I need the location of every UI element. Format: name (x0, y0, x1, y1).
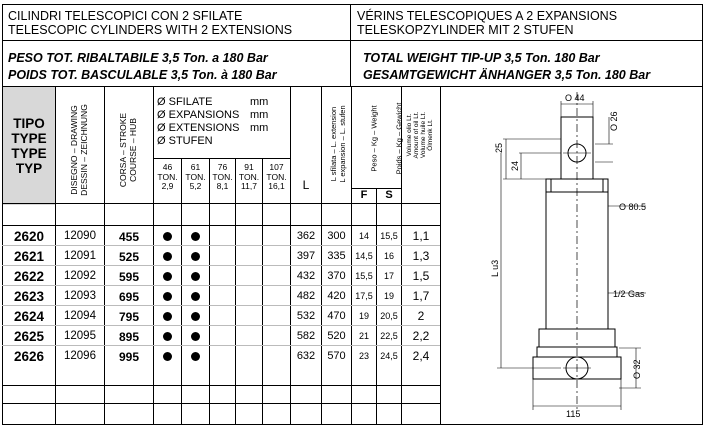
row-extension-length: 370 (327, 270, 346, 282)
row-weight-s: 16 (383, 251, 394, 261)
header-center-divider (350, 4, 351, 86)
tipo-header-4: TYP (15, 161, 43, 176)
availability-dot (191, 312, 200, 321)
weight-header: Peso – Kg – Weight (369, 105, 379, 172)
row-tipo: 2623 (13, 289, 45, 304)
availability-dot (163, 232, 172, 241)
availability-dot (163, 332, 172, 341)
row-length: 397 (296, 250, 316, 262)
row-extension-length: 470 (327, 310, 346, 322)
row-oil-volume: 2 (417, 309, 425, 323)
row-stroke: 695 (118, 290, 140, 304)
row-weight-f: 21 (358, 331, 369, 341)
row-length: 482 (296, 290, 316, 302)
row-tipo: 2620 (13, 229, 45, 244)
stroke-header: CORSA – STROKE COURSE – HUB (118, 112, 138, 188)
row-tipo: 2624 (13, 309, 45, 324)
row-length: 432 (296, 270, 316, 282)
row-drawing-code: 12095 (64, 330, 96, 342)
cylinder-drawing (441, 87, 702, 424)
row-weight-s: 15,5 (380, 231, 398, 241)
row-weight-f: 23 (358, 351, 369, 361)
row-oil-volume: 2,4 (412, 349, 430, 363)
row-length: 532 (296, 310, 316, 322)
dim-d26: O 26 (609, 111, 619, 131)
availability-dot (163, 272, 172, 281)
row-drawing-code: 12090 (64, 230, 96, 242)
row-weight-s: 20,5 (380, 311, 398, 321)
frame-top (2, 4, 703, 5)
row-tipo: 2621 (13, 249, 45, 264)
row-extension-length: 520 (327, 330, 346, 342)
weight-french: POIDS TOT. BASCULABLE 3,5 Ton. à 180 Bar (8, 68, 277, 82)
row-weight-f: 15,5 (355, 271, 373, 281)
diameter-76-header: 76 TON. 8,1 (212, 162, 233, 191)
row-weight-s: 17 (383, 271, 394, 281)
row-stroke: 525 (118, 250, 140, 264)
row-drawing-code: 12096 (64, 350, 96, 362)
row-extension-length: 420 (327, 290, 346, 302)
availability-dot (191, 332, 200, 341)
row-weight-f: 14 (358, 231, 369, 241)
row-drawing-code: 12093 (64, 290, 96, 302)
sfilate-labels: Ø SFILATE Ø EXPANSIONS Ø EXTENSIONS Ø STUFEN (157, 96, 240, 147)
row-divider (2, 325, 440, 326)
row-oil-volume: 1,1 (412, 229, 430, 243)
dim-24: 24 (510, 160, 520, 171)
dim-d32: O 32 (632, 359, 642, 379)
length-header: L (302, 178, 310, 192)
row-oil-volume: 1,7 (412, 289, 430, 303)
availability-dot (191, 272, 200, 281)
row-tipo: 2622 (13, 269, 45, 284)
row-extension-length: 335 (327, 250, 346, 262)
row-tipo: 2625 (13, 329, 45, 344)
title-italian: CILINDRI TELESCOPICI CON 2 SFILATE (8, 9, 243, 23)
s-header: S (385, 189, 393, 201)
tipo-header-3: TYPE (11, 146, 47, 161)
availability-dot (191, 232, 200, 241)
dim-gas: 1/2 Gas (613, 289, 645, 299)
row-stroke: 895 (118, 330, 140, 344)
volume-header: Volume olio Lt. Amount of oil Lt. Volume huile Lt. Ölmenk Lt. (406, 111, 434, 159)
dim-115: 115 (566, 409, 581, 419)
availability-dot (191, 292, 200, 301)
weight-english: TOTAL WEIGHT TIP-UP 3,5 Ton. 180 Bar (363, 51, 600, 65)
row-weight-f: 19 (358, 311, 369, 321)
row-stroke: 595 (118, 270, 140, 284)
row-drawing-code: 12092 (64, 270, 96, 282)
dim-d44: O 44 (565, 93, 585, 103)
row-drawing-code: 12094 (64, 310, 96, 322)
weight-italian: PESO TOT. RIBALTABILE 3,5 Ton. a 180 Bar (8, 51, 268, 65)
row-divider (2, 305, 440, 306)
f-header: F (360, 189, 368, 201)
row-stroke: 455 (118, 230, 140, 244)
frame-right (702, 4, 703, 425)
row-length: 632 (296, 350, 316, 362)
row-extension-length: 570 (327, 350, 346, 362)
row-weight-s: 24,5 (380, 351, 398, 361)
diameter-107-header: 107 TON. 16,1 (266, 162, 287, 191)
drawing-header: DISEGNO – DRAWING DESSIN – ZEICHNUNG (69, 104, 89, 196)
row-extension-length: 300 (327, 230, 346, 242)
row-weight-s: 19 (383, 291, 394, 301)
row-weight-s: 22,5 (380, 331, 398, 341)
frame-bottom (2, 424, 703, 425)
poids-header: Poids – Kg – Gewicht (394, 102, 404, 175)
title-french: VÉRINS TELESCOPIQUES A 2 EXPANSIONS (357, 9, 618, 23)
tipo-header-2: TYPE (11, 131, 47, 146)
row-divider (2, 265, 440, 266)
row-length: 582 (296, 330, 316, 342)
row-divider (2, 285, 440, 286)
row-divider (2, 345, 440, 346)
title-german: TELESKOPZYLINDER MIT 2 STUFEN (357, 23, 574, 37)
dim-d80: O 80.5 (619, 202, 647, 212)
availability-dot (163, 312, 172, 321)
row-length: 362 (296, 230, 316, 242)
availability-dot (191, 252, 200, 261)
row-weight-f: 14,5 (355, 251, 373, 261)
diameter-91-header: 91 TON. 11,7 (238, 162, 260, 191)
title-english: TELESCOPIC CYLINDERS WITH 2 EXTENSIONS (8, 23, 293, 37)
dim-length: L u3 (490, 259, 500, 277)
row-oil-volume: 1,5 (412, 269, 430, 283)
diameter-61-header: 61 TON. 5,2 (185, 162, 206, 191)
frame-header-divider (2, 40, 703, 41)
row-oil-volume: 2,2 (412, 329, 430, 343)
availability-dot (163, 352, 172, 361)
weight-german: GESAMTGEWICHT ÄNHANGER 3,5 Ton. 180 Bar (363, 68, 651, 82)
diameter-46-header: 46 TON. 2,9 (157, 162, 178, 191)
dim-25: 25 (494, 142, 504, 153)
extension-header: L sfilata – L. extension L expansion – L. stufen (329, 105, 347, 183)
availability-dot (163, 292, 172, 301)
row-stroke: 995 (118, 350, 140, 364)
row-stroke: 795 (118, 310, 140, 324)
tipo-header-1: TIPO (13, 116, 45, 131)
row-weight-f: 17,5 (355, 291, 373, 301)
availability-dot (191, 352, 200, 361)
row-divider (2, 245, 440, 246)
row-oil-volume: 1,3 (412, 249, 430, 263)
availability-dot (163, 252, 172, 261)
row-drawing-code: 12091 (64, 250, 96, 262)
sfilate-units: mm mm mm (250, 96, 269, 134)
row-tipo: 2626 (13, 349, 45, 364)
